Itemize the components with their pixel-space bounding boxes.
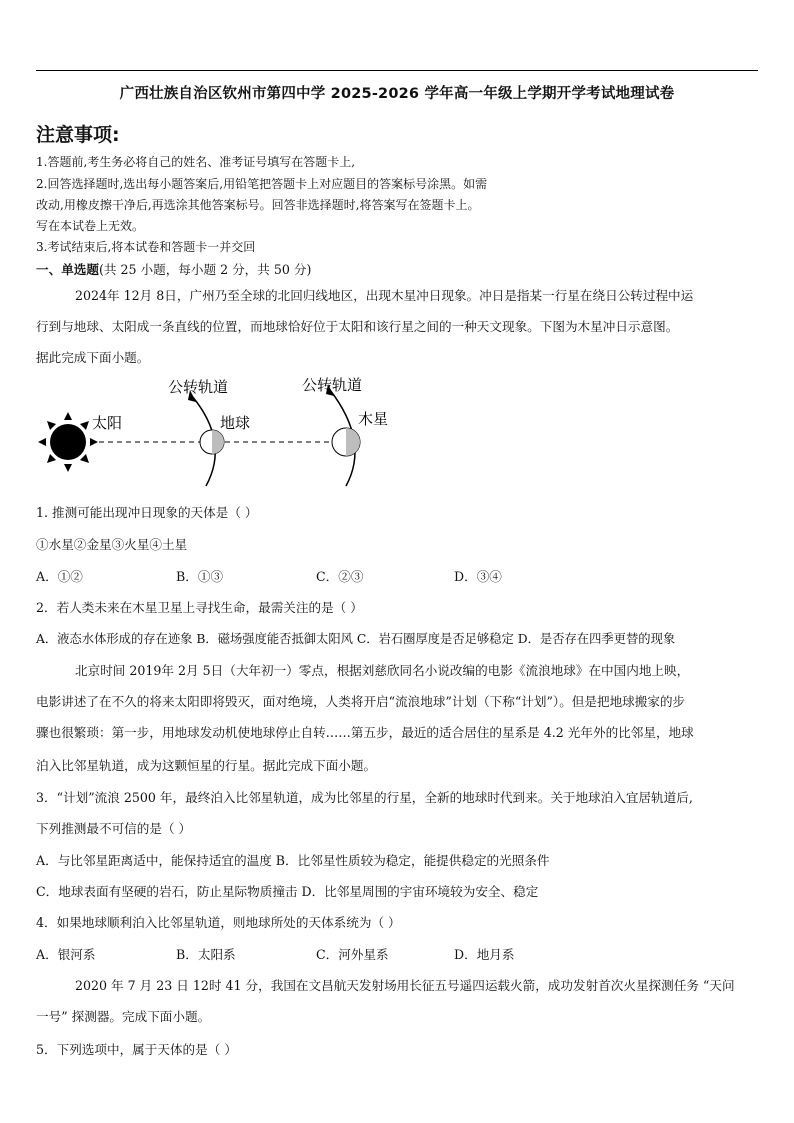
question-1-choices: ①水星②金星③火星④土星 xyxy=(36,537,188,552)
question-3-options: C．地球表面有坚硬的岩石，防止星际物质撞击 D．比邻星周围的宇宙环境较为安全、稳定 xyxy=(36,884,539,899)
option-d: D．③④ xyxy=(454,569,502,584)
option-d: D．地月系 xyxy=(454,947,515,962)
notice-item: 1.答题前,考生务必将自己的姓名、准考证号填写在答题卡上, xyxy=(36,155,356,169)
passage-line: 泊入比邻星轨道，成为这颗恒星的行星。据此完成下面小题。 xyxy=(36,758,377,773)
question-2-stem: 2．若人类未来在木星卫星上寻找生命，最需关注的是（ ） xyxy=(36,600,363,615)
option-c: C．②③ xyxy=(316,569,364,584)
jupiter-opposition-diagram xyxy=(30,368,410,488)
question-2-options: A．液态水体形成的存在迹象 B．磁场强度能否抵御太阳风 C．岩石圈厚度是否足够稳定 D．是否存在四季更替的现象 xyxy=(36,632,676,646)
jupiter-label: 木星 xyxy=(358,410,389,428)
question-5-stem: 5．下列选项中，属于天体的是（ ） xyxy=(36,1042,237,1057)
option-b: B．①③ xyxy=(176,569,224,584)
notice-item: 2.回答选择题时,选出每小题答案后,用铅笔把答题卡上对应题目的答案标号涂黑。如需 xyxy=(36,177,488,191)
passage-line: 一号” 探测器。完成下面小题。 xyxy=(36,1009,211,1024)
jupiter-icon xyxy=(332,428,360,456)
option-b: B．太阳系 xyxy=(176,947,236,962)
option-c: C．河外星系 xyxy=(316,947,389,962)
sun-label: 太阳 xyxy=(92,414,123,432)
exam-title: 广西壮族自治区钦州市第四中学 2025-2026 学年高一年级上学期开学考试地理试卷 xyxy=(119,86,675,102)
sun-icon xyxy=(38,412,98,472)
notice-item: 改动,用橡皮擦干净后,再选涂其他答案标号。回答非选择题时,将答案写在签题卡上。 xyxy=(36,198,480,212)
earth-label: 地球 xyxy=(220,414,251,432)
question-1-stem: 1. 推测可能出现冲日现象的天体是（ ） xyxy=(36,505,258,520)
question-3-stem: 3．“计划”流浪 2500 年，最终泊入比邻星轨道，成为比邻星的行星，全新的地球时代到来。关于地球泊入宜居轨道后, xyxy=(36,790,693,805)
question-4-options xyxy=(36,944,758,962)
section-title: 一、单选题 xyxy=(36,262,99,277)
question-3-stem: 下列推测最不可信的是（ ） xyxy=(36,821,192,836)
passage-line: 电影讲述了在不久的将来太阳即将毁灭，面对绝境，人类将开启“流浪地球”计划（下称“计划”）。但是把地球搬家的步 xyxy=(36,694,686,709)
question-4-stem: 4．如果地球顺利泊入比邻星轨道，则地球所处的天体系统为（ ） xyxy=(36,915,401,930)
jupiter-orbit-label: 公转轨道 xyxy=(302,376,363,394)
option-a: A．银河系 xyxy=(36,947,96,962)
earth-icon xyxy=(200,430,224,454)
header-rule xyxy=(36,70,758,71)
section-heading xyxy=(36,259,311,278)
notice-heading: 注意事项: xyxy=(36,124,120,146)
notice-item: 写在本试卷上无效。 xyxy=(36,219,145,233)
earth-orbit-label: 公转轨道 xyxy=(168,378,229,396)
passage-line: 行到与地球、太阳成一条直线的位置，而地球恰好位于太阳和该行星之间的一种天文现象。下图为木星冲日示意图。 xyxy=(36,319,679,334)
option-a: A．①② xyxy=(36,569,83,584)
passage-line: 据此完成下面小题。 xyxy=(36,350,150,365)
passage-line: 北京时间 2019年 2月 5日（大年初一）零点，根据刘慈欣同名小说改编的电影《流浪地球》在中国内地上映， xyxy=(75,663,690,678)
question-1-options xyxy=(36,566,758,584)
section-info: (共 25 小题，每小题 2 分，共 50 分) xyxy=(98,262,312,277)
passage-line: 骤也很繁琐：第一步，用地球发动机使地球停止自转……第五步，最近的适合居住的星系是 4.2 光年外的比邻星，地球 xyxy=(36,725,694,740)
notice-item: 3.考试结束后,将本试卷和答题卡一并交回 xyxy=(36,240,256,254)
question-3-options: A．与比邻星距离适中，能保持适宜的温度 B．比邻星性质较为稳定，能提供稳定的光照条件 xyxy=(36,853,550,868)
passage-line: 2020 年 7 月 23 日 12时 41 分，我国在文昌航天发射场用长征五号遥四运载火箭，成功发射首次火星探测任务 “天问 xyxy=(75,978,735,993)
passage-line: 2024年 12月 8日，广州乃至全球的北回归线地区，出现木星冲日现象。冲日是指某一行星在绕日公转过程中运 xyxy=(75,288,694,303)
